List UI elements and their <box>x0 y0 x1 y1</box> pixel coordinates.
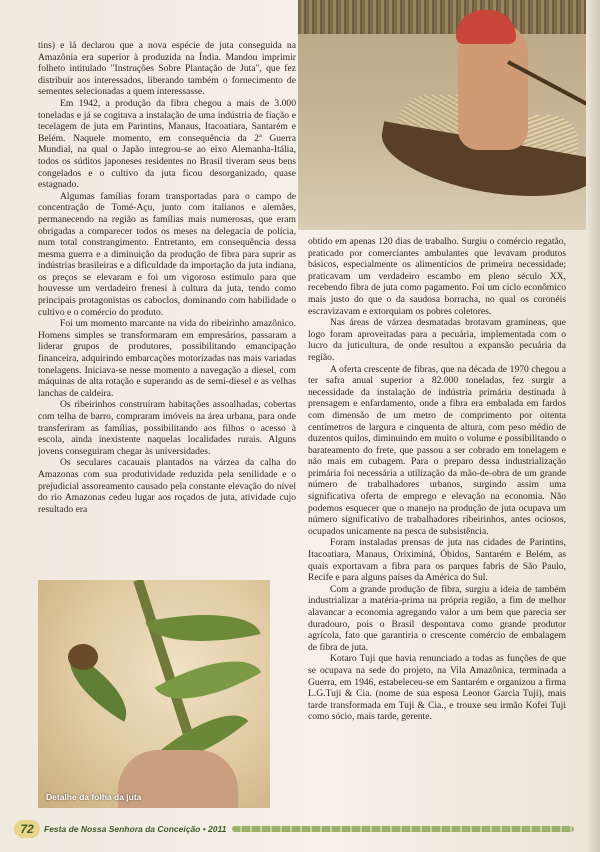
photo-jute-leaf <box>38 580 270 808</box>
jute-leaf <box>55 652 141 721</box>
paragraph: obtido em apenas 120 dias de trabalho. Surgiu o comércio regatão, praticado por comerciantes ambulantes que levavam produtos básicos, especialmente os alimentícios de primeira necessidade; praticavam um verdadeiro escambo em pleno século XX, recebendo fibra de juta como pagamento. Foi um ciclo econômico mais justo do que o da saudosa borracha, no qual os coronéis escravizavam e extorquiam os pobres coletores. <box>308 236 566 317</box>
publication-title: Festa de Nossa Senhora da Conceição • 2011 <box>44 824 227 834</box>
riverbank-grass <box>298 0 586 34</box>
jute-bud <box>68 644 98 670</box>
text-column-left <box>38 40 296 576</box>
decorative-footer-rule <box>232 826 574 832</box>
paragraph: Foi um momento marcante na vida do ribeirinho amazônico. Homens simples se transformaram em empresários, passaram a liderar grupos de produtores, possibilitando emancipação financeira, adquirindo embarcações motorizadas nas mais variadas tonelagens. Iniciava-se nesse momento a navegação a diesel, com máquinas de alta rotação e superando as de semi-diesel e as velhas lanchas de caldeira. <box>38 318 296 399</box>
paragraph: Kotaro Tuji que havia renunciado a todas as funções de que se ocupava na sede do projeto, na Vila Amazônica, terminada a Guerra, em 1946, estabeleceu-se em Santarém e organizou a firma L.G.Tuji & Cia. (nome de sua esposa Leonor Garcia Tuji), mais tarde transformada em Tuji & Cia., e trouxe seu irmão Kofei Tuji como sócio, mais tarde, gerente. <box>308 653 566 723</box>
paragraph: Algumas famílias foram transportadas para o campo de concentração de Tomé-Açu, junto com italianos e alemães, permanecendo na região as famílias mais numerosas, que eram obrigadas a comparecer todos os meses na delegacia de polícia, num total constrangimento. Entretanto, em consequência dessa mesma guerra e a diminuição da produção de fibra para suprir as indústrias brasileiras e a dificuldade da importação da juta indiana, os preços se elevaram e foi um vigoroso estímulo para que houvesse um verdadeiro frenesi à cultura da juta, tendo como principais protagonistas os caboclos, dominando com habilidade o cultivo e o comércio do produto. <box>38 190 296 318</box>
page-number: 72 <box>14 820 40 838</box>
paragraph: Os seculares cacauais plantados na várzea da calha do Amazonas com sua produtividade reduzida pela senilidade e o prejudicial assoreamento causado pela constante elevação do nível do rio Amazonas cedeu lugar aos roçados de juta, atividade cujo resultado era <box>38 457 296 515</box>
page-spine-shadow <box>586 0 600 852</box>
paragraph: Em 1942, a produção da fibra chegou a mais de 3.000 toneladas e já se cogitava a instalação de uma indústria de fiação e tecelagem de juta em Parintins, Manaus, Itacoatiara, Santarém e Belém. Naquele momento, em consequência da 2ª Guerra Mundial, na qual o Japão integrou-se ao eixo Alemanha-Itália, todos os súditos japoneses residentes no Brasil tiveram seus bens congelados e o cultivo da juta ficou desorganizado, quase estagnado. <box>38 97 296 191</box>
paragraph: A oferta crescente de fibras, que na década de 1970 chegou a ter safra anual superior a 82.000 toneladas, fez surgir a necessidade da instalação de indústria primária destinada à prensagem e enfardamento, onde a fibra era embalada em fardos com dimensão de um metro de comprimento por oitenta centímetros de largura e cinquenta de altura, com peso médio de duzentos quilos, diminuindo em muito o volume e possibilitando o barateamento do frete, que passou a ser cobrado em tonelagem e não mais em cubagem. Para o preparo dessa industrialização primária foi necessária a utilização da mão-de-obra de um grande número de trabalhadores urbanos, surgindo assim uma significativa oferta de emprego e elevação na economia. Não podemos esquecer que o manejo na produção de juta ocupava um número significativo de trabalhadores ribeirinhos, antes ociosos, ocupados unicamente na pesca de subsistência. <box>308 363 566 537</box>
photo-caption: Detalhe da folha da juta <box>46 792 142 802</box>
paragraph: Os ribeirinhos construíram habitações assoalhadas, cobertas com telha de barro, compraram imóveis na área urbana, para onde transferiram as famílias, possibilitando aos filhos o acesso à escola, ainda inexistente naquelas localidades rurais. Alguns jovens conseguiram chegar às universidades. <box>38 399 296 457</box>
text-column-right <box>308 236 566 816</box>
paragraph: Foram instaladas prensas de juta nas cidades de Parintins, Itacoatiara, Manaus, Oriximiná, Óbidos, Santarém e Belém, as quais exportavam a fibra para os parques fabris de São Paulo, Recife e para alguns países da América do Sul. <box>308 537 566 584</box>
jute-leaf <box>155 638 262 723</box>
paragraph: tins) e lá declarou que a nova espécie de juta conseguida na Amazônia era superior à produzida na Índia. Mandou imprimir folheto intitulado "Instruções Sobre Plantação de Juta", que fez distribuir aos interessados, liberando também o fornecimento de sementes selecionadas a quem interessasse. <box>38 40 296 98</box>
photo-woman-in-canoe <box>298 0 586 230</box>
paragraph: Nas áreas de várzea desmatadas brotavam gramíneas, que logo foram aproveitadas para a pecuária, implementada com o lucro da juticultura, de onde resultou a expansão pecuária da região. <box>308 317 566 363</box>
page-footer <box>14 818 574 840</box>
paragraph: Com a grande produção de fibra, surgiu a ideia de também industrializar a matéria-prima na própria região, a fim de melhor alavancar a economia agregando valor a um bem que parecia ser duradouro, pois o Brasil despontava como grande produtor agrícola, fato que garantiria o crescente comércio de embalagem de fibra de juta. <box>308 583 566 653</box>
